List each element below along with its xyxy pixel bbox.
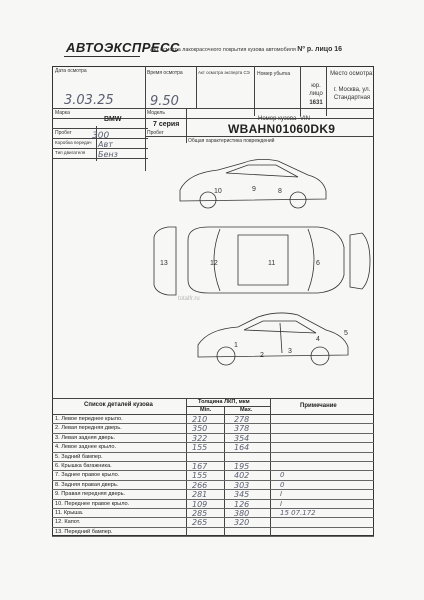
min-value[interactable]: 285: [192, 509, 208, 518]
time-label: Время осмотра: [147, 70, 183, 76]
part-name: 8. Задняя правая дверь.: [55, 481, 119, 488]
table-row: [52, 415, 374, 424]
zone-label-12: 12: [210, 260, 218, 267]
zone-label-9: 9: [252, 186, 256, 193]
min-value[interactable]: 155: [192, 471, 208, 481]
model-value: 7 серия: [153, 121, 180, 128]
table-row: [52, 471, 374, 480]
grid-line: [186, 108, 187, 143]
part-name: 9. Правая передняя дверь.: [55, 491, 126, 498]
zone-label-8: 8: [278, 188, 282, 195]
min-value[interactable]: 109: [192, 499, 208, 509]
max-value[interactable]: 345: [234, 490, 250, 500]
grid-line: [254, 66, 255, 116]
date-value[interactable]: 3.03.25: [64, 93, 114, 108]
part-name: 13. Передний бампер.: [55, 528, 113, 535]
grid-line: [52, 118, 374, 119]
table-row: [52, 509, 374, 518]
max-value[interactable]: 278: [234, 415, 250, 424]
table-row: [52, 481, 374, 490]
car-side-left: [198, 313, 348, 357]
note-value[interactable]: 15 07.172: [280, 509, 316, 517]
thickness-header: Толщина ЛКП, мкм: [198, 399, 250, 405]
parts-list-header: Список деталей кузова: [84, 402, 153, 408]
logo-underline: [64, 56, 140, 57]
place-value: г. Москва, ул. Стандартная: [333, 87, 371, 101]
vin-label: Номер кузова -VIN: [258, 116, 310, 122]
document-title: [150, 46, 342, 53]
table-row: [52, 424, 374, 433]
inspector-label: Акт осмотра эксперта СЭ: [198, 70, 250, 75]
table-row: [52, 500, 374, 509]
grid-line: [186, 406, 270, 407]
note-value[interactable]: I: [280, 499, 283, 508]
general-label: Общая характеристика повреждений: [188, 138, 275, 144]
min-value[interactable]: 210: [192, 415, 208, 424]
note-value[interactable]: 0: [280, 480, 285, 489]
max-value[interactable]: 164: [234, 443, 250, 453]
entity-label: юр. лицо: [309, 83, 323, 97]
max-header: Max.: [240, 407, 253, 413]
part-name: 4. Левое заднее крыло.: [55, 444, 117, 451]
max-value[interactable]: 380: [234, 509, 250, 518]
min-value[interactable]: 281: [192, 490, 208, 500]
model-label: Модель: [147, 110, 165, 116]
car-window-line: [226, 165, 298, 177]
max-value[interactable]: 378: [234, 424, 250, 434]
note-header: Примечание: [300, 403, 337, 409]
zone-label-4: 4: [316, 336, 320, 343]
min-value[interactable]: 155: [192, 443, 208, 453]
brand-label: Марка: [55, 110, 70, 116]
note-value[interactable]: 0: [280, 471, 285, 480]
zone-label-3: 3: [288, 348, 292, 355]
min-value[interactable]: 322: [192, 433, 208, 443]
part-name: 3. Левая задняя дверь.: [55, 434, 116, 441]
mileage-label: Пробег: [55, 130, 72, 136]
grid-line: [145, 136, 374, 137]
max-value[interactable]: 195: [234, 462, 250, 471]
max-value[interactable]: 354: [234, 433, 250, 443]
part-name: 11. Крыша.: [55, 510, 84, 516]
part-name: 10. Переднее правое крыло.: [55, 500, 130, 507]
place-label: Место осмотра:: [330, 71, 374, 77]
wheel: [290, 192, 306, 208]
table-row: [52, 462, 374, 471]
max-value[interactable]: 303: [234, 480, 250, 490]
min-value[interactable]: 265: [192, 518, 208, 528]
car-damage-diagram: [148, 145, 374, 401]
car-rear-view: [350, 233, 370, 289]
watermark: totalfr.ru: [178, 296, 200, 302]
min-header: Min.: [200, 407, 212, 413]
table-row: [52, 453, 374, 462]
document-number: Nº р. лицо 16: [297, 46, 343, 53]
note-value[interactable]: I: [280, 490, 283, 499]
reg-label: Номер убытка: [257, 71, 291, 77]
part-name: 7. Заднее правое крыло.: [55, 472, 120, 479]
zone-label-1: 1: [234, 342, 238, 349]
grid-line: [300, 66, 301, 116]
engine-label: Тип двигателя: [55, 150, 86, 155]
part-name: 5. Задний бампер.: [55, 453, 103, 460]
zone-label-13: 13: [160, 260, 168, 267]
grid-line: [326, 66, 327, 116]
part-name: 6. Крышка багажника.: [55, 463, 112, 469]
entity-number: 1631: [309, 100, 323, 106]
table-row: [52, 518, 374, 527]
zone-label-10: 10: [214, 188, 222, 195]
table-row: [52, 434, 374, 443]
zone-label-11: 11: [268, 260, 276, 267]
min-value[interactable]: 350: [192, 424, 208, 434]
run-label: Пробег: [147, 130, 164, 136]
max-value[interactable]: 320: [234, 518, 250, 528]
table-row: [52, 443, 374, 452]
rear-window: [308, 229, 314, 291]
max-value[interactable]: 126: [234, 499, 250, 509]
min-value[interactable]: 266: [192, 480, 208, 490]
max-value[interactable]: 402: [234, 471, 250, 481]
grid-line: [52, 128, 148, 129]
company-logo: АВТОЭКСПРЕСС: [66, 40, 180, 55]
mileage-value[interactable]: 300: [92, 131, 110, 141]
part-name: 1. Левое переднее крыло.: [55, 416, 123, 422]
table-row: [52, 490, 374, 499]
wheel: [311, 347, 329, 365]
gearbox-value[interactable]: Авт: [98, 140, 113, 149]
door-line: [280, 323, 282, 353]
zone-label-6: 6: [316, 260, 320, 267]
wheel: [217, 347, 235, 365]
time-value[interactable]: 9.50: [150, 94, 179, 109]
gearbox-label: Коробка передач: [55, 140, 92, 145]
zone-label-5: 5: [344, 330, 348, 337]
part-name: 12. Капот.: [55, 519, 81, 526]
vin-value: WBAHN01060DK9: [228, 122, 336, 136]
min-value[interactable]: 167: [192, 462, 208, 471]
zone-label-2: 2: [260, 352, 264, 359]
table-row: [52, 528, 374, 537]
grid-line: [196, 66, 197, 108]
brand-value: BMW: [104, 116, 122, 123]
roof-line: [238, 235, 288, 285]
engine-value[interactable]: Бенз: [98, 150, 118, 159]
document-title-text: Акт осмотра лакокрасочного покрытия кузова автомобиля: [150, 47, 296, 53]
date-label: Дата осмотра: [55, 68, 87, 74]
part-name: 2. Левая передняя дверь.: [55, 425, 122, 432]
